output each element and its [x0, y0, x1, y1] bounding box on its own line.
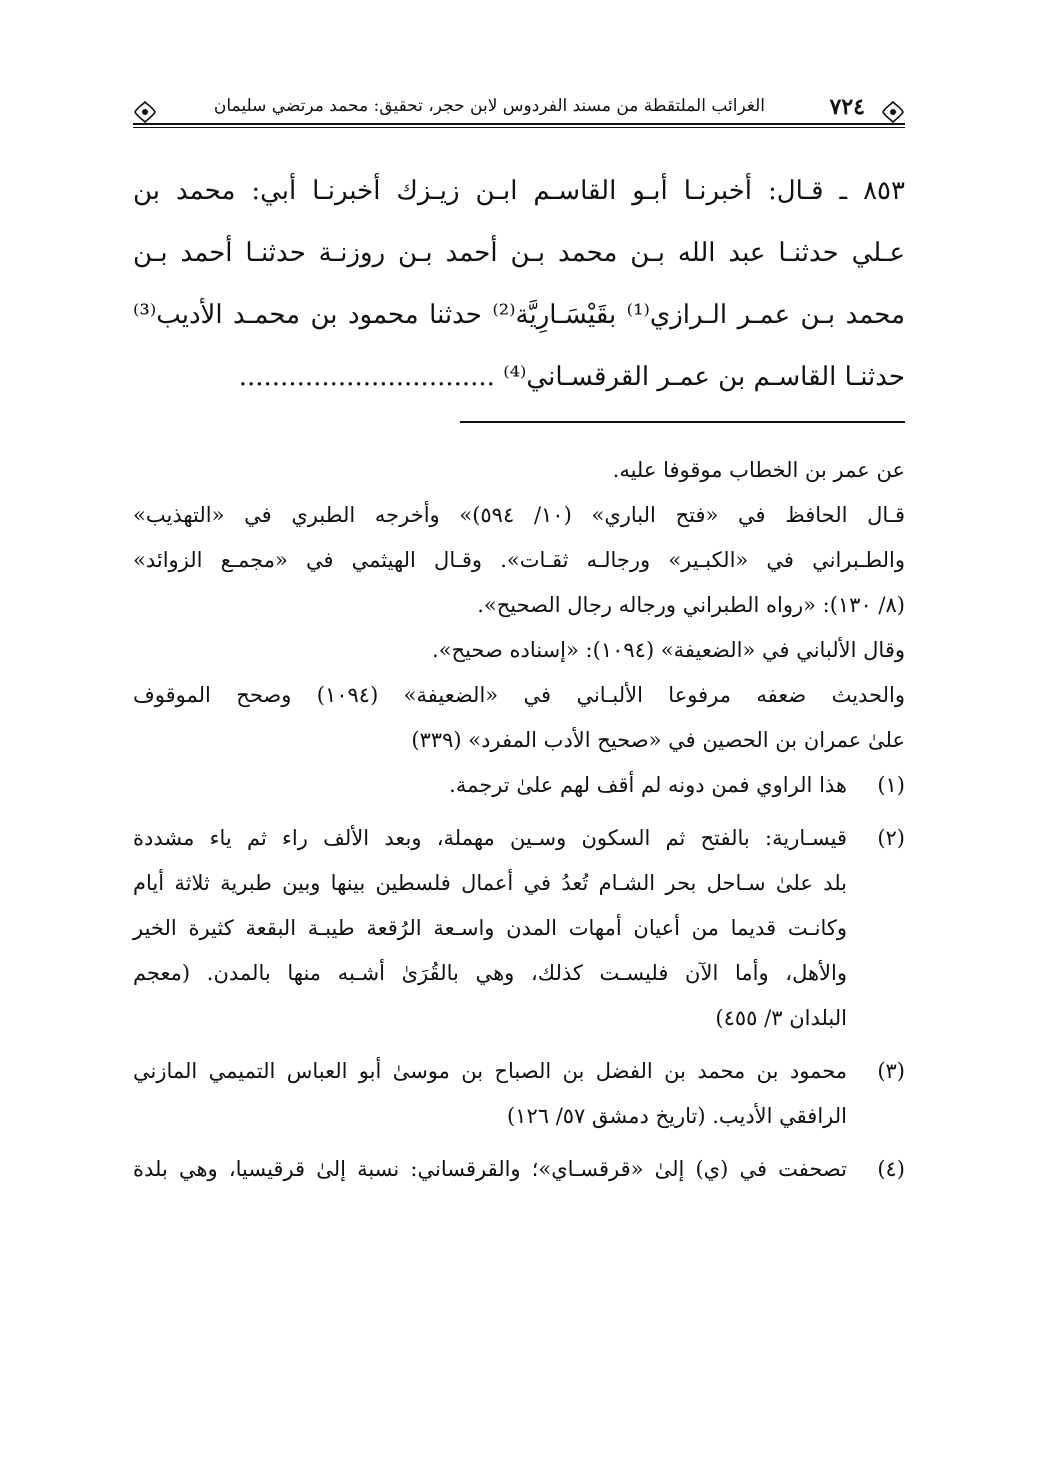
footnote-2 [133, 816, 905, 1041]
footnote-number: (١) [877, 773, 905, 797]
running-header [133, 92, 905, 134]
footnote-4 [133, 1147, 905, 1192]
header-title: الغرائب الملتقطة من مسند الفردوس لابن حجر، تحقيق: محمد مرتضي سليمان [213, 96, 765, 116]
note-line: هذا الراوي فمن دونه لم أقف لهم علىٰ ترجمة. [449, 773, 847, 797]
text-line: ٨٥٣ ـ قـال: أخبرنـا أبـو القاسـم ابـن زيـزك أخبرنـا أبي: محمد بن [133, 176, 905, 206]
footnote-3 [133, 1049, 905, 1139]
footnotes [133, 448, 905, 1192]
text-line: عـلي حدثنـا عبد الله بـن محمد بـن أحمد بـن روزنـة حدثنـا أحمد بـن [133, 238, 905, 268]
footnote-number: (٣) [877, 1059, 905, 1083]
note-line: والطـبراني في «الكبـير» ورجالـه ثقـات». وقـال الهيثمي في «مجمـع الزوائد» [133, 548, 905, 572]
footnote-1 [133, 763, 905, 808]
note-line: وقال الألباني في «الضعيفة» (١٠٩٤): «إسناده صحيح». [432, 638, 905, 662]
note-line: (٨/ ١٣٠): «رواه الطبراني ورجاله رجال الصحيح». [477, 593, 905, 617]
page-number: ٧٢٤ [829, 94, 865, 120]
note-line: البلدان ٣/ ٤٥٥) [715, 1006, 847, 1030]
text-line: حدثنـا القاسـم بن عمـر القرقسـاني⁽⁴⁾ ............................... [238, 362, 905, 392]
note-line: وكانـت قديما من أعيان أمهات المدن واسـعة الرُقعة طيبـة البقعة كثيرة الخير [133, 916, 847, 940]
note-line: والأهل، وأما الآن فليسـت كذلك، وهي بالقُرَىٰ أشـبه منها بالمدن. (معجم [133, 961, 847, 985]
ornament-icon [133, 100, 157, 124]
note-line: علىٰ عمران بن الحصين في «صحيح الأدب المفرد» (٣٣٩) [411, 728, 905, 752]
note-line: قيسـارية: بالفتح ثم السكون وسـين مهملة، وبعد الألف راء ثم ياء مشددة [133, 826, 847, 850]
ornament-icon [881, 100, 905, 124]
footnote-separator [460, 421, 905, 423]
note-line: عن عمر بن الخطاب موقوفا عليه. [612, 458, 905, 482]
note-line: بلد علىٰ سـاحل بحر الشـام تُعدُ في أعمال فلسطين بينها وبين طبرية ثلاثة أيام [133, 871, 847, 895]
header-rule [133, 127, 905, 128]
note-line: تصحفت في (ي) إلىٰ «قرقسـاي»؛ والقرقساني: نسبة إلىٰ قرقيسيا، وهي بلدة [133, 1157, 847, 1181]
text-line: محمد بـن عمـر الـرازي⁽¹⁾ بقَيْسَـارِيَّة⁽²⁾ حدثنا محمود بن محمـد الأديب⁽³⁾ [133, 300, 906, 330]
footnote-number: (٤) [877, 1157, 905, 1181]
note-line: محمود بن محمد بن الفضل بن الصباح بن موسىٰ أبو العباس التميمي المازني [133, 1059, 847, 1083]
footnote-number: (٢) [877, 826, 905, 850]
header-rule [133, 123, 905, 125]
note-line: الرافقي الأديب. (تاريخ دمشق ٥٧/ ١٢٦) [506, 1104, 847, 1128]
hadith-text [133, 160, 905, 408]
note-line: قـال الحافظ في «فتح الباري» (١٠/ ٥٩٤)» وأخرجه الطبري في «التهذيب» [133, 503, 905, 527]
note-line: والحديث ضعفه مرفوعا الألبـاني في «الضعيفة» (١٠٩٤) وصحح الموقوف [133, 683, 905, 707]
